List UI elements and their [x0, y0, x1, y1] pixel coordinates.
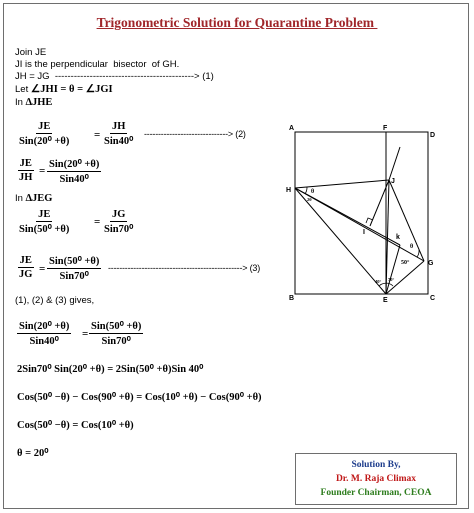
- label-j: J: [391, 178, 395, 185]
- equation-1: 2Sin70⁰ Sin(20⁰ +θ) = 2Sin(50⁰ +θ)Sin 40⁰: [17, 364, 204, 375]
- text-gives: (1), (2) & (3) gives,: [15, 295, 95, 306]
- label-50-degrees: 50°: [401, 260, 410, 266]
- text-let: Let: [15, 84, 31, 95]
- equals-1: =: [94, 129, 101, 141]
- fraction-2: [102, 121, 135, 147]
- segment-j-extension: [389, 147, 400, 180]
- equals-3: =: [94, 216, 101, 228]
- segment-he: [295, 188, 386, 294]
- label-e: E: [383, 297, 388, 304]
- fraction-7: [17, 255, 34, 280]
- fraction-1: [17, 121, 71, 147]
- geometry-diagram: [281, 122, 451, 304]
- fraction-8-numerator: Sin(50⁰ +θ): [49, 256, 100, 267]
- fraction-3: [17, 158, 34, 183]
- marker-eq3: ------------------------------------------------> (3): [108, 263, 261, 273]
- fraction-1-numerator: JE: [38, 121, 51, 132]
- solution-author: Dr. M. Raja Climax: [335, 474, 417, 484]
- fraction-8-denominator: Sin70⁰: [59, 271, 89, 282]
- label-a: A: [289, 125, 295, 132]
- text-angle-relation: ∠JHI = θ = ∠JGI: [30, 84, 113, 95]
- equation-3: Cos(50⁰ −θ) = Cos(10⁰ +θ): [17, 420, 134, 431]
- fraction-2-numerator: JH: [111, 121, 126, 132]
- fraction-10-denominator: Sin70⁰: [101, 336, 131, 347]
- label-h: H: [286, 187, 292, 194]
- page: [3, 3, 469, 509]
- text-bisector: JI is the perpendicular bisector of GH.: [15, 59, 180, 70]
- text-jh-jg: JH = JG --------------------------------------------> (1): [15, 71, 214, 82]
- text-in-jeg: In: [15, 193, 26, 204]
- label-small-70: 70°: [388, 277, 395, 282]
- fraction-5-numerator: JE: [38, 209, 51, 220]
- solution-credit-box: [295, 453, 457, 505]
- text-in-jeg-line: [15, 193, 52, 204]
- solution-role: Founder Chairman, CEOA: [320, 488, 432, 498]
- fraction-4: [47, 158, 101, 185]
- label-b: B: [289, 295, 295, 302]
- label-small-40: 40°: [375, 279, 382, 284]
- label-2theta: 2θ: [307, 197, 312, 202]
- angle-arc-g: [417, 250, 419, 257]
- fraction-3-numerator: JE: [19, 158, 32, 169]
- fraction-2-denominator: Sin40⁰: [104, 136, 134, 147]
- angle-arc-h: [305, 187, 307, 194]
- segment-ke: [386, 245, 400, 294]
- fraction-9-numerator: Sin(20⁰ +θ): [19, 321, 70, 332]
- fraction-9: [17, 320, 71, 347]
- text-join: Join JE: [15, 47, 47, 58]
- label-theta-h: θ: [311, 189, 315, 195]
- fraction-5-denominator: Sin(50⁰ +θ): [19, 224, 70, 235]
- label-theta-g: θ: [410, 244, 414, 250]
- label-d: D: [430, 132, 436, 139]
- fraction-6: [102, 209, 135, 235]
- label-k: k: [396, 234, 400, 241]
- equals-5: =: [82, 328, 89, 340]
- label-c: C: [430, 295, 436, 302]
- label-g: G: [428, 260, 434, 267]
- fraction-10: [89, 320, 143, 347]
- segment-jg: [389, 180, 424, 261]
- fraction-4-denominator: Sin40⁰: [59, 174, 89, 185]
- fraction-3-denominator: JH: [19, 172, 33, 183]
- text-tri-jeg: ∆JEG: [25, 193, 53, 204]
- text-in-jhe: In: [15, 97, 26, 108]
- fraction-6-numerator: JG: [111, 209, 126, 220]
- label-f: F: [383, 125, 388, 132]
- text-in-jhe-line: [15, 97, 52, 108]
- equals-4: =: [39, 263, 46, 275]
- fraction-1-denominator: Sin(20⁰ +θ): [19, 136, 70, 147]
- fraction-10-numerator: Sin(50⁰ +θ): [91, 321, 142, 332]
- solution-by: Solution By,: [351, 460, 401, 470]
- marker-eq2: ------------------------------> (2): [144, 129, 246, 139]
- fraction-5: [17, 209, 71, 235]
- text-tri-jhe: ∆JHE: [25, 97, 53, 108]
- square-abcd: [295, 132, 428, 294]
- fraction-7-denominator: JG: [19, 269, 33, 280]
- page-title: Trigonometric Solution for Quarantine Problem: [96, 15, 378, 30]
- fraction-7-numerator: JE: [19, 255, 32, 266]
- fraction-6-denominator: Sin70⁰: [104, 224, 134, 235]
- label-i: I: [363, 229, 365, 236]
- fraction-8: [47, 255, 101, 282]
- text-let-line: [15, 84, 113, 95]
- equation-2: Cos(50⁰ −θ) − Cos(90⁰ +θ) = Cos(10⁰ +θ) − Cos(90⁰ +θ): [17, 392, 262, 403]
- segment-hj: [295, 180, 389, 188]
- equation-4: θ = 20⁰: [17, 448, 49, 459]
- equals-2: =: [39, 165, 46, 177]
- fraction-4-numerator: Sin(20⁰ +θ): [49, 159, 100, 170]
- fraction-9-denominator: Sin40⁰: [29, 336, 59, 347]
